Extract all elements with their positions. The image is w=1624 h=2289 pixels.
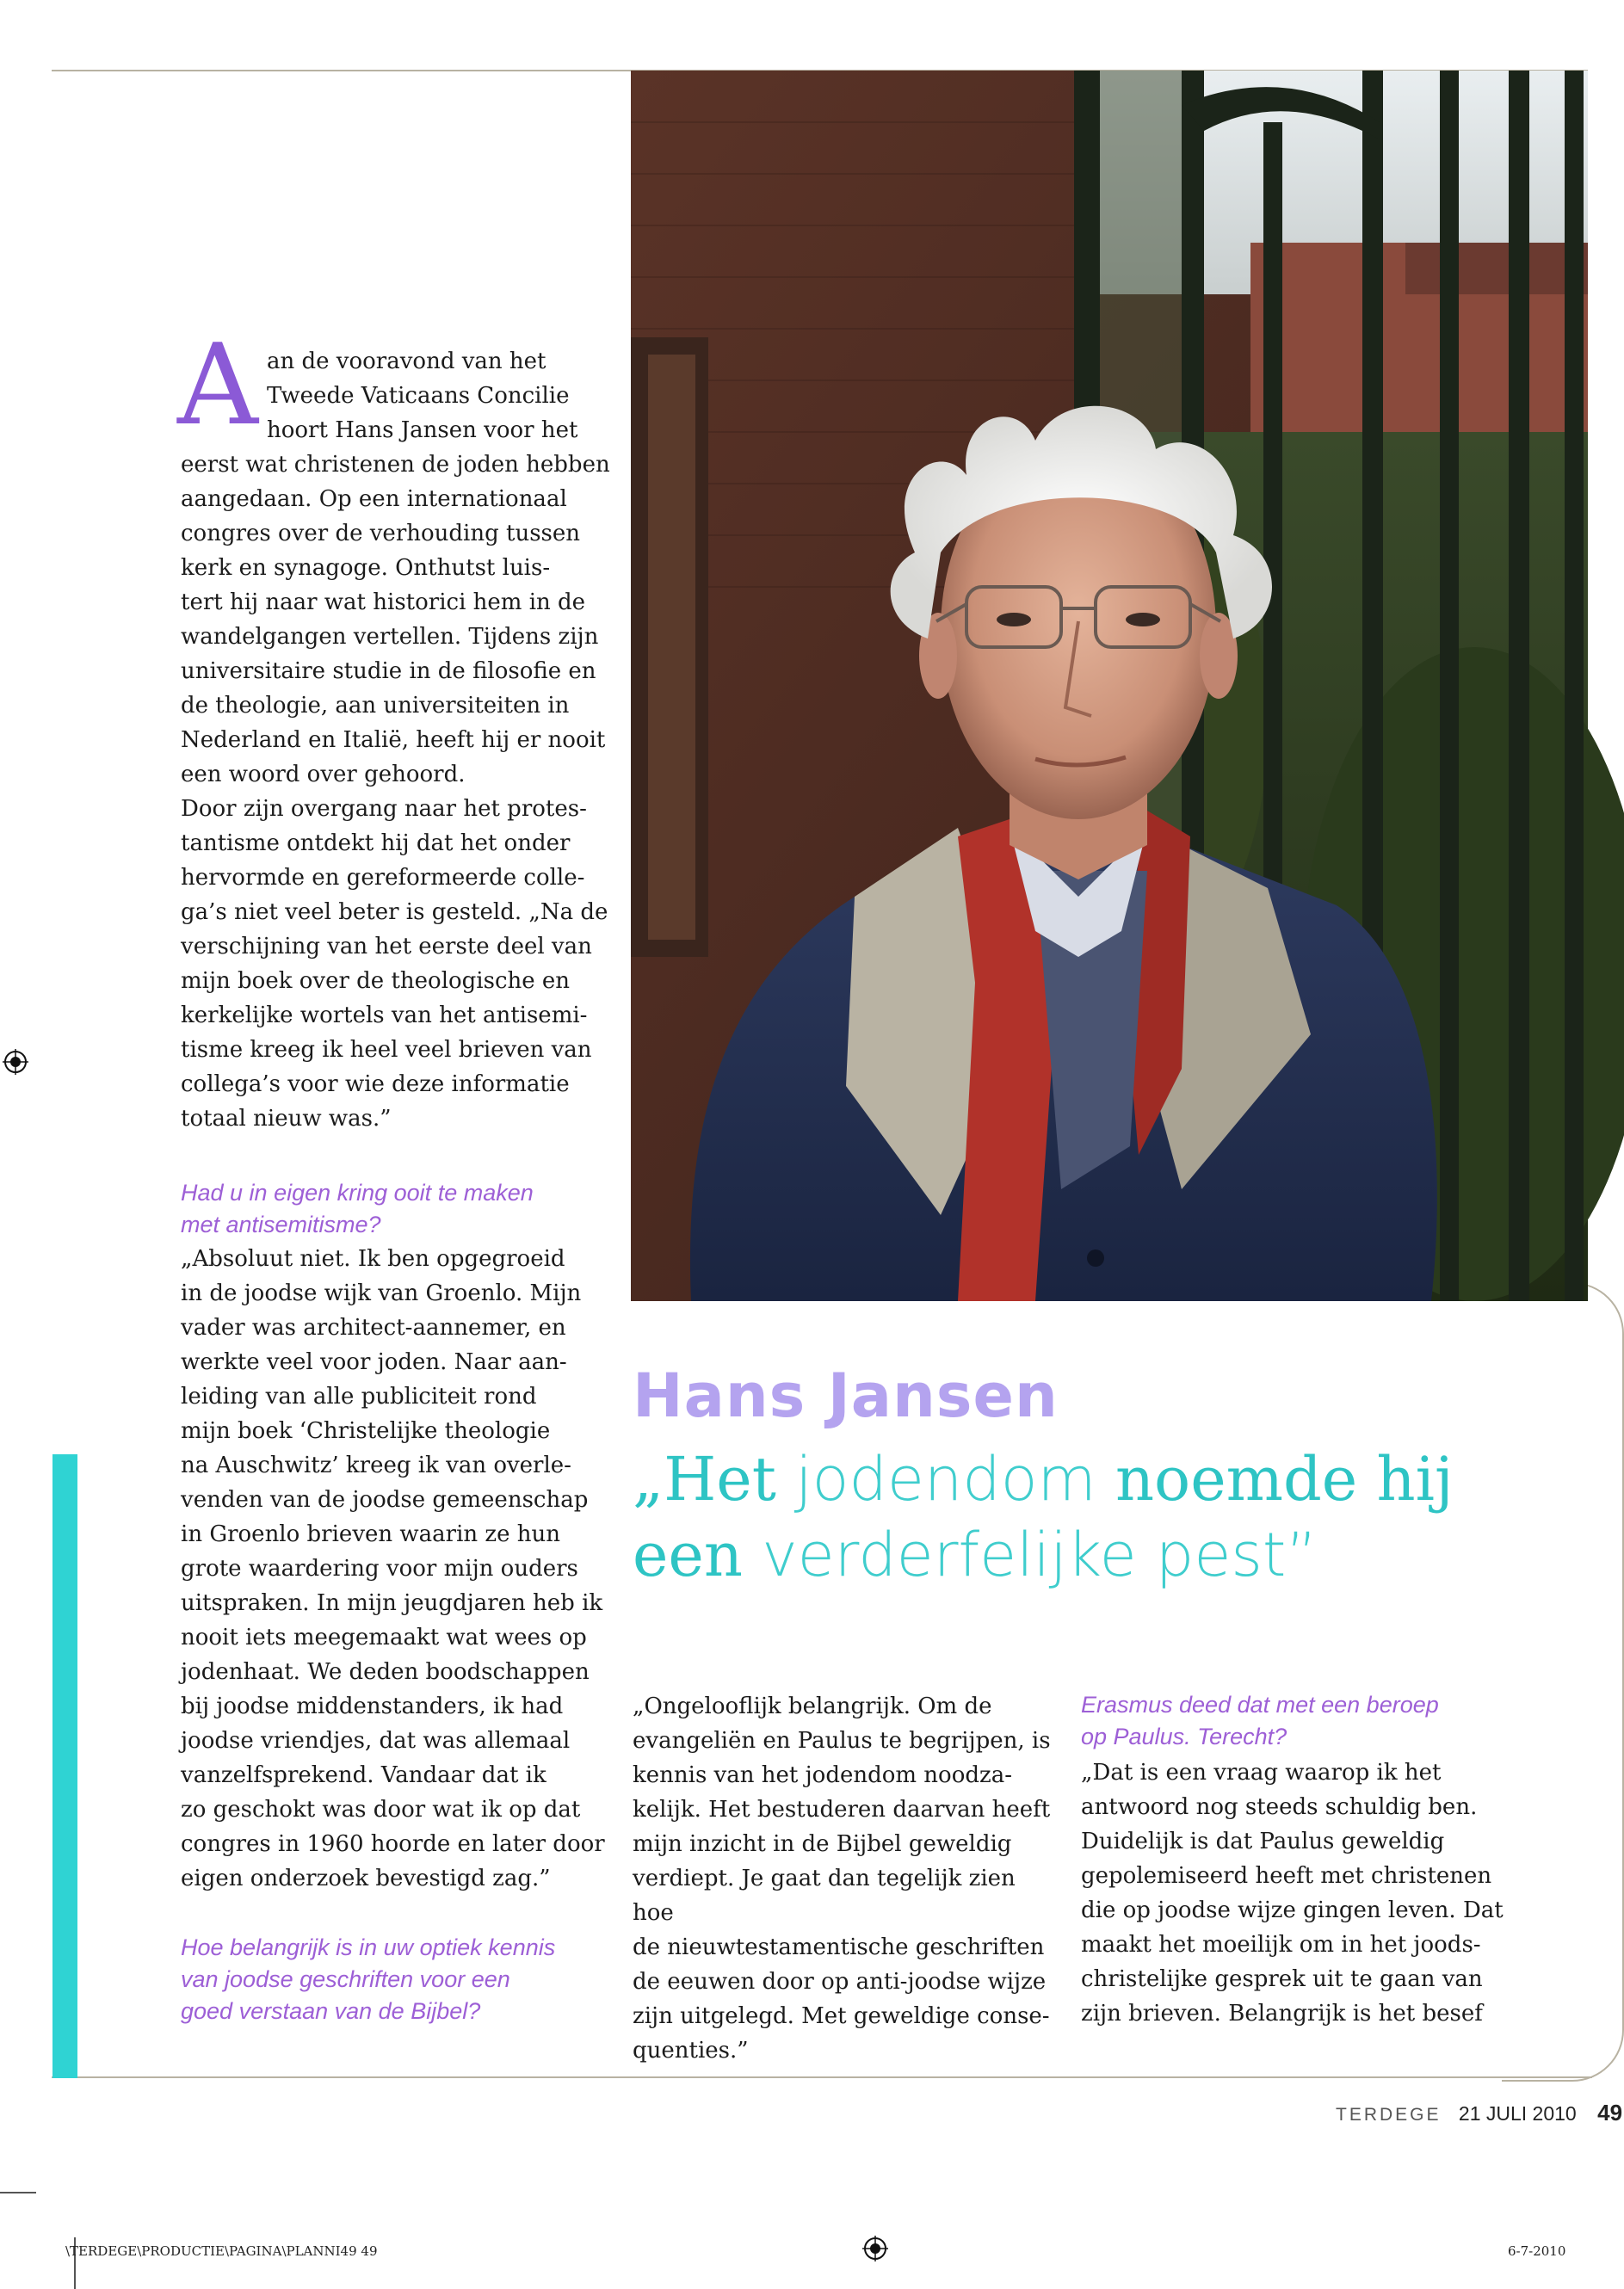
headline-word: een (633, 1520, 743, 1590)
text-line: „Absoluut niet. Ik ben opgegroeid (181, 1246, 565, 1272)
interview-answer (633, 1689, 1054, 2068)
text-line: „Ongelooflijk belangrijk. Om de (633, 1694, 992, 1719)
text-line: kelijk. Het bestuderen daarvan heeft (633, 1797, 1051, 1823)
headline-quote-line (633, 1517, 1545, 1593)
text-line: tisme kreeg ik heel veel brieven van (181, 1037, 592, 1063)
text-line: Tweede Vaticaans Concilie (267, 383, 570, 409)
text-line: universitaire studie in de filosofie en (181, 658, 596, 684)
text-line: hervormde en gereformeerde colle- (181, 865, 585, 891)
text-line: uitspraken. In mijn jeugdjaren heb ik (181, 1590, 603, 1616)
footer-date: 21 JULI 2010 (1458, 2102, 1577, 2125)
text-line: die op joodse wijze gingen leven. Dat (1081, 1897, 1504, 1923)
text-line: an de vooravond van het (267, 349, 546, 374)
text-line: tantisme ontdekt hij dat het onder (181, 830, 571, 856)
text-line: werkte veel voor joden. Naar aan- (181, 1349, 567, 1375)
text-line: aangedaan. Op een internationaal (181, 486, 567, 512)
question-line: op Paulus. Terecht? (1081, 1724, 1287, 1749)
text-line: antwoord nog steeds schuldig ben. (1081, 1794, 1478, 1820)
text-line: eigen onderzoek bevestigd zag.” (181, 1866, 551, 1891)
cyan-accent-bar (52, 1454, 77, 2078)
drop-cap: A (177, 319, 258, 450)
text-line: de nieuwtestamentische geschriften (633, 1934, 1045, 1960)
text-line: Door zijn overgang naar het protes- (181, 796, 587, 822)
text-line: quenties.” (633, 2038, 749, 2064)
interview-answer (1081, 1755, 1520, 2031)
text-line: Duidelijk is dat Paulus geweldig (1081, 1829, 1445, 1854)
question-line: goed verstaan van de Bijbel? (181, 1998, 481, 2024)
text-line: Nederland en Italië, heeft hij er nooit (181, 727, 606, 753)
text-line: evangeliën en Paulus te begrijpen, is (633, 1728, 1051, 1754)
interview-answer (181, 1242, 611, 1896)
text-line: grote waardering voor mijn ouders (181, 1556, 578, 1582)
text-line: verdiept. Je gaat dan tegelijk zien hoe (633, 1866, 1016, 1926)
right-frame-curve (1502, 1282, 1624, 2082)
text-line: jodenhaat. We deden boodschappen (181, 1659, 590, 1685)
text-line: mijn boek ‘Christelijke theologie (181, 1418, 551, 1444)
text-line: bij joodse middenstanders, ik had (181, 1694, 564, 1719)
text-line: wandelgangen vertellen. Tijdens zijn (181, 624, 599, 650)
headline-word: „Het (633, 1444, 776, 1515)
text-line: joodse vriendjes, dat was allemaal (181, 1728, 571, 1754)
footer-brand: TERDEGE (1336, 2105, 1442, 2125)
registration-mark-icon (862, 2236, 888, 2261)
headline-quote (633, 1441, 1545, 1593)
text-line: vanzelfsprekend. Vandaar dat ik (181, 1762, 546, 1788)
interview-question (181, 1177, 611, 1241)
registration-mark-icon (3, 1049, 28, 1075)
headline-quote-line (633, 1441, 1545, 1517)
text-line: na Auschwitz’ kreeg ik van overle- (181, 1453, 571, 1478)
intro-paragraph (177, 319, 611, 1136)
text-line: zo geschokt was door wat ik op dat (181, 1797, 581, 1823)
crop-mark (0, 2192, 36, 2193)
question-line: Erasmus deed dat met een beroep (1081, 1692, 1439, 1718)
question-line: met antisemitisme? (181, 1212, 381, 1237)
interview-question (1081, 1689, 1528, 1753)
text-line: vader was architect-aannemer, en (181, 1315, 566, 1341)
text-line: in Groenlo brieven waarin ze hun (181, 1521, 560, 1547)
text-line: de theologie, aan universiteiten in (181, 693, 570, 719)
print-date: 6-7-2010 (1508, 2243, 1566, 2259)
text-line: christelijke gesprek uit te gaan van (1081, 1966, 1483, 1992)
headline-word: jodendom (775, 1444, 1115, 1515)
text-line: maakt het moeilijk om in het joods- (1081, 1932, 1481, 1958)
portrait-photo (631, 71, 1588, 1301)
text-line: zijn brieven. Belangrijk is het besef (1081, 2001, 1483, 2027)
text-line: congres over de verhouding tussen (181, 521, 581, 546)
bottom-rule (52, 2076, 1592, 2078)
text-line: nooit iets meegemaakt wat wees op (181, 1625, 587, 1650)
text-line: verschijning van het eerste deel van (181, 934, 592, 959)
page-number: 49 (1597, 2100, 1623, 2126)
text-line: zijn uitgelegd. Met geweldige conse- (633, 2003, 1050, 2029)
text-line: hoort Hans Jansen voor het (267, 417, 578, 443)
question-line: Hoe belangrijk is in uw optiek kennis (181, 1934, 556, 1960)
question-line: Had u in eigen kring ooit te maken (181, 1180, 534, 1206)
text-line: ga’s niet veel beter is gesteld. „Na de (181, 899, 608, 925)
text-line: kerkelijke wortels van het antisemi- (181, 1003, 588, 1028)
print-slug: \TERDEGE\PRODUCTIE\PAGINA\PLANNI49 49 (65, 2243, 378, 2259)
text-line: de eeuwen door op anti-joodse wijze (633, 1969, 1047, 1995)
text-line: mijn boek over de theologische en (181, 968, 571, 994)
text-line: gepolemiseerd heeft met christenen (1081, 1863, 1492, 1889)
text-line: kerk en synagoge. Onthutst luis- (181, 555, 551, 581)
page-footer (1336, 2100, 1622, 2128)
text-line: „Dat is een vraag waarop ik het (1081, 1760, 1442, 1786)
text-line: congres in 1960 hoorde en later door (181, 1831, 605, 1857)
text-line: venden van de joodse gemeenschap (181, 1487, 589, 1513)
text-line: mijn inzicht in de Bijbel geweldig (633, 1831, 1012, 1857)
text-line: eerst wat christenen de joden hebben (181, 452, 610, 478)
text-line: kennis van het jodendom noodza- (633, 1762, 1012, 1788)
text-line: collega’s voor wie deze informatie (181, 1071, 570, 1097)
text-line: een woord over gehoord. (181, 762, 466, 787)
interview-question (181, 1932, 628, 2027)
headline-word: noemde hij (1115, 1444, 1454, 1515)
text-line: leiding van alle publiciteit rond (181, 1384, 537, 1410)
text-line: in de joodse wijk van Groenlo. Mijn (181, 1280, 582, 1306)
headline-word: verderfelijke pest” (742, 1520, 1318, 1590)
question-line: van joodse geschriften voor een (181, 1966, 510, 1992)
headline-name: Hans Jansen (633, 1360, 1059, 1431)
text-line: totaal nieuw was.” (181, 1106, 392, 1132)
text-line: tert hij naar wat historici hem in de (181, 589, 586, 615)
